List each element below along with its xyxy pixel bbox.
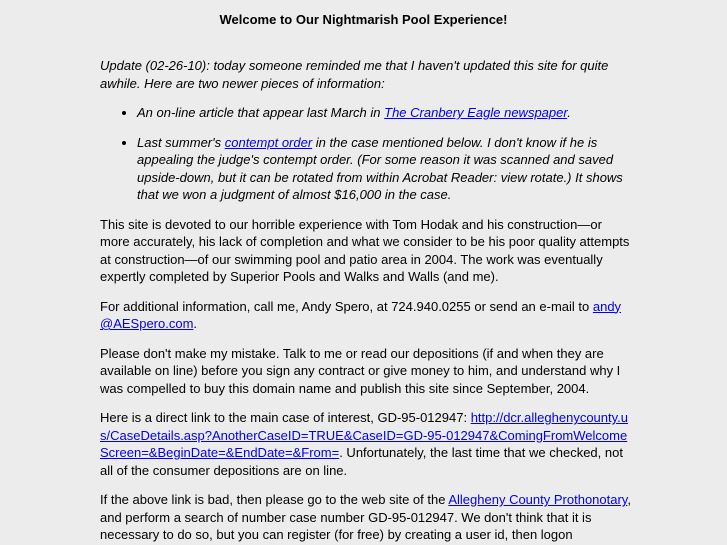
update-intro: Update (02-26-10): today someone reminded me that I haven't updated this site for quite awhile. Here are two newer pieces of information: [100,58,609,91]
case-details-link[interactable]: http://dcr.alleghenycounty.us/CaseDetails.asp?AnotherCaseID=TRUE&CaseID=GD-95-012947&ComingFromWelcomeScreen=&BeginDate=&EndDate=&From= [100,410,628,460]
list-item-article [137,104,632,122]
update-list [100,104,632,204]
article-text-end: . [567,105,571,120]
prothonotary-paragraph [100,491,632,544]
cranbery-eagle-link[interactable]: The Cranbery Eagle newspaper [384,105,568,120]
warning-paragraph: Please don't make my mistake. Talk to me or read our depositions (if and when they are available on line) before you sign any contract or give money to him, and understand why I was compelled to buy this domain name and publish this site since September, 2004. [100,345,621,396]
case-text-end: . Unfortunately, the last time that we checked, not all of the consumer depositions are on line. [100,445,623,478]
prothonotary-text: If the above link is bad, then please go to the web site of the [100,492,449,507]
email-link[interactable]: andy@AESpero.com [100,298,622,331]
intro-paragraph: This site is devoted to our horrible experience with Tom Hodak and his construction—or more accurately, his lack of completion and what we consider to be his poor quality attempts at construction—of our swimming pool and patio area in 2004. The work was eventually expertly completed by Superior Pools and Walks and Walls (and me). [100,216,630,284]
contact-paragraph [100,298,632,333]
page-title: Welcome to Our Nightmarish Pool Experience! [219,12,508,27]
contempt-order-link[interactable]: contempt order [224,134,313,150]
prothonotary-text-end: , and perform a search of number case number GD-95-012947. We don't think that it is necessary to do so, but you can register (for free) by creating a user id, then logon [100,492,631,542]
list-item-contempt [137,134,632,204]
contempt-text: Last summer's [137,134,225,150]
contact-text-end: . [193,316,198,331]
contact-text: For additional information, call me, Andy Spero, at 724.940.0255 or send an e-mail to [100,298,593,314]
case-link-paragraph [100,409,632,479]
case-text: Here is a direct link to the main case of interest, GD-95-012947: [100,410,471,425]
main-content [100,57,632,545]
prothonotary-link[interactable]: Allegheny County Prothonotary [448,492,628,507]
article-text: An on-line article that appear last March in [137,105,385,120]
contempt-text-end: in the case mentioned below. I don't know if he is appealing the judge's contempt order. (For some reason it was scanned and saved upside-down, but it can be rotated from within Acrobat Reader: view rotate.) It shows that we won a judgment of almost $16,000 in the case. [137,134,623,202]
